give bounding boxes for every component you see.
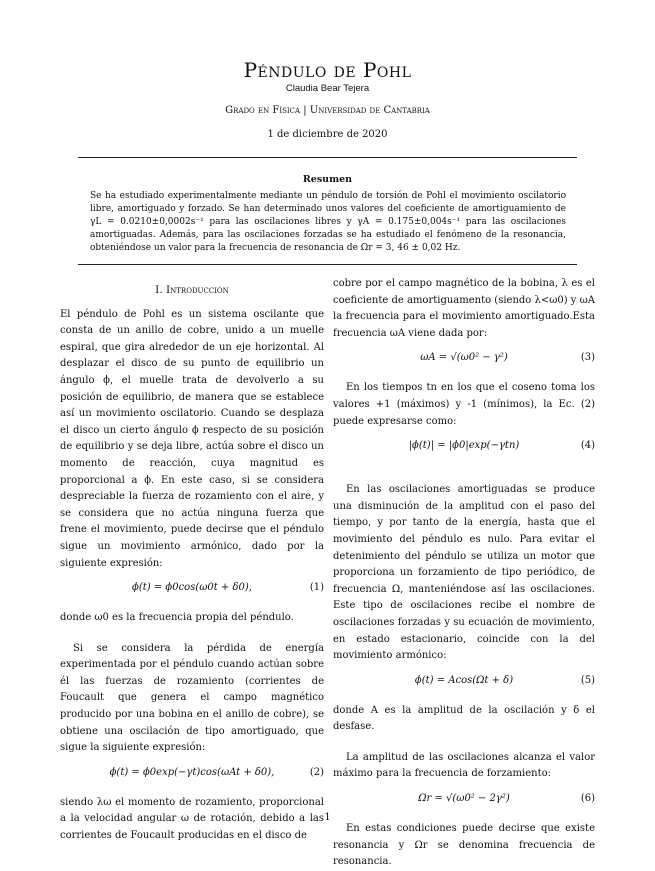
affiliation: Grado en Física | Universidad de Cantabria: [225, 105, 430, 116]
equation-expression: ϕ(t) = ϕ0cos(ω0t + δ0),: [132, 582, 252, 594]
paragraph: cobre por el campo magnético de la bobina, λ es el coeficiente de amortiguamento (siendo λ<ω0) y ωA la frecuencia para el movimiento amortiguado.Esta frecuencia ωA viene dada por:: [333, 278, 596, 339]
equation-number: (2): [309, 766, 324, 778]
paragraph: siendo λω el momento de rozamiento, proporcional a la velocidad angular ω de rotación, debido a las corrientes de Foucault producidas en el disco de: [60, 796, 324, 842]
equation-number: (5): [580, 674, 595, 686]
author: Claudia Bear Tejera: [285, 83, 370, 94]
equation-6: [333, 791, 595, 813]
abstract-text: Se ha estudiado experimentalmente mediante un péndulo de torsión de Pohl el movimiento oscilatorio libre, amortiguado y forzado. Se han determinado unos valores del coeficiente de amortiguamiento de γL = 0.0210±0,0002s⁻¹ para las oscilaciones libres y γA = 0.175±0,004s⁻¹ para las oscilaciones amortiguadas. Además, para las oscilaciones forzadas se ha estudiado el fenómeno de la resonancia, obteniéndose un valor para la frecuencia de resonancia de Ωr = 3, 46 ± 0,02 Hz.: [90, 191, 566, 253]
equation-number: (3): [580, 352, 595, 364]
equation-expression: Ωr = √(ω0² − 2γ²): [418, 793, 510, 805]
equation-2: [60, 765, 324, 787]
equation-expression: |ϕ(t)| = |ϕ0|exp(−γtn): [408, 440, 520, 452]
equation-3: [333, 350, 595, 372]
equation-expression: ϕ(t) = Acos(Ωt + δ): [414, 674, 514, 686]
paragraph: El péndulo de Pohl es un sistema oscilante que consta de un anillo de cobre, unido a un muelle espiral, que gira alrededor de un eje horizontal. Al desplazar el disco de su punto de equilibrio un ángulo ϕ, el muelle trata de devolverlo a su posición de equilibrio, de manera que se establece así un movimiento oscilatorio. Cuando se desplaza el disco un cierto ángulo ϕ respecto de su posición de equilibrio y se deja libre, actúa sobre el disco un momento de reacción, cuya magnitud es proporcional a ϕ. En este caso, si se considera despreciable la fuerza de rozamiento con el aire, y se considera que no actúa ninguna fuerza que frene el movimiento, puede decirse que el péndulo sigue un movimiento armónico, dado por la siguiente expresión:: [60, 308, 324, 569]
paragraph: donde ω0 es la frecuencia propia del péndulo.: [60, 612, 294, 624]
left-column: [60, 282, 324, 845]
equation-4: [333, 438, 595, 460]
paragraph: La amplitud de las oscilaciones alcanza el valor máximo para la frecuencia de forzamiento:: [333, 751, 595, 780]
equation-number: (6): [580, 793, 595, 805]
equation-number: (4): [580, 440, 595, 452]
right-column: [333, 276, 595, 871]
paragraph: En estas condiciones puede decirse que existe resonancia y Ωr se denomina frecuencia de resonancia.: [333, 823, 595, 868]
bottom-rule: [78, 264, 577, 265]
equation-expression: ωA = √(ω0² − γ²): [420, 352, 508, 364]
paragraph: Si se considera la pérdida de energía experimentada por el péndulo cuando actúan sobre él las fuerzas de rozamiento (corrientes de Foucault que genera el campo magnético producido por una bobina en el anillo de cobre), se obtiene una oscilación de tipo amortiguado, que sigue la siguiente expresión:: [60, 642, 324, 754]
paragraph: En las oscilaciones amortiguadas se produce una disminución de la amplitud con el paso del tiempo, y por tanto de la energía, hasta que el movimiento del péndulo es nulo. Para evitar el detenimiento del péndulo se utiliza un motor que proporciona un forzamiento de tipo periódico, de frecuencia Ω, manteniéndose así las oscilaciones. Este tipo de oscilaciones recibe el nombre de oscilaciones forzadas y su ecuación de movimiento, en estado estacionario, coincide con la del movimiento armónico:: [333, 484, 595, 662]
paper-title: Péndulo de Pohl: [243, 58, 412, 82]
top-rule: [78, 157, 577, 158]
paragraph: En los tiempos tn en los que el coseno toma los valores +1 (máximos) y -1 (mínimos), la Ec. (2) puede expresarse como:: [333, 382, 595, 427]
abstract-heading: Resumen: [302, 174, 353, 185]
equation-number: (1): [309, 582, 324, 594]
paragraph: donde A es la amplitud de la oscilación y δ el desfase.: [333, 704, 595, 733]
date: 1 de diciembre de 2020: [267, 129, 388, 140]
page-number: 1: [324, 812, 331, 823]
section-heading: I. Introducción: [155, 284, 229, 296]
equation-5: [333, 673, 595, 695]
equation-expression: ϕ(t) = ϕ0exp(−γt)cos(ωAt + δ0),: [109, 766, 275, 778]
equation-1: [60, 580, 324, 602]
